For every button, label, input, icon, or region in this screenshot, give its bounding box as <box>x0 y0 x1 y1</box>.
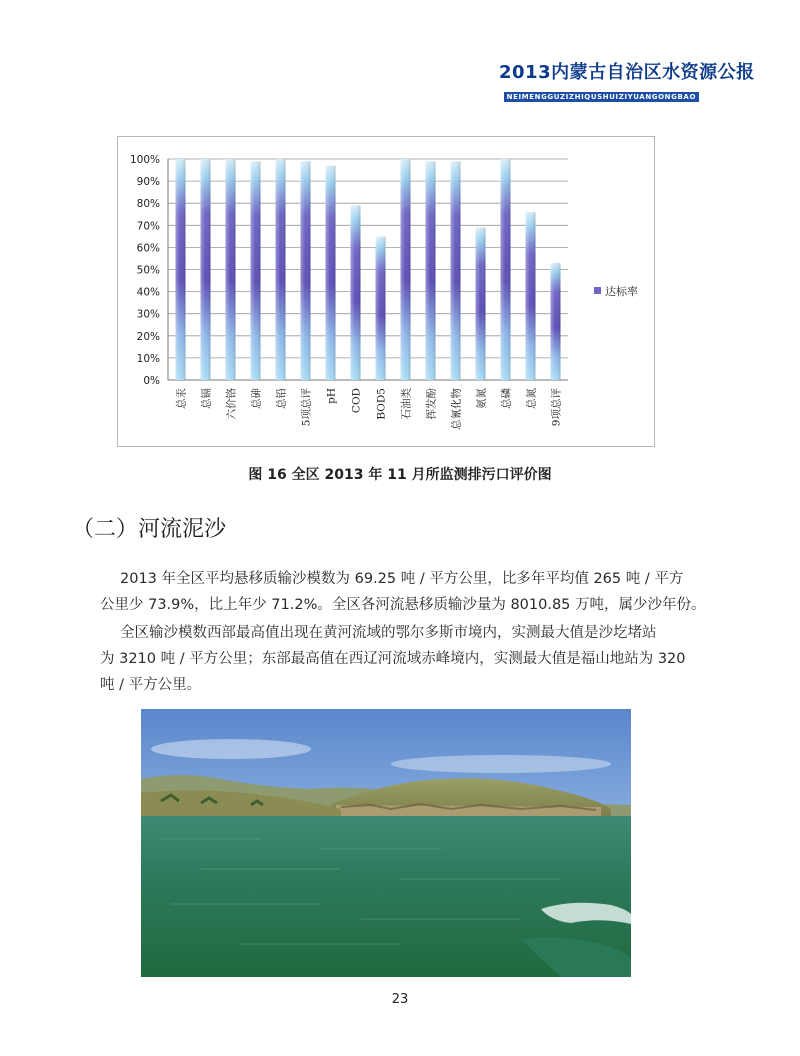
chart-canvas <box>118 137 654 446</box>
bar-shading <box>426 161 436 380</box>
page-number: 23 <box>391 992 409 1007</box>
x-tick-label: COD <box>350 388 363 414</box>
x-tick-label: 六价铬 <box>225 388 238 420</box>
bar-shading <box>326 166 336 380</box>
x-tick-label: 氨氮 <box>475 388 488 409</box>
bar-shading <box>526 212 536 380</box>
paragraph-1-line-1: 2013 年全区平均悬移质输沙模数为 69.25 吨 / 平方公里，比多年平均值 265 吨 / 平方 <box>120 571 684 587</box>
paragraph-1-line-2: 公里少 73.9%，比上年少 71.2%。全区各河流悬移质输沙量为 8010.85 万吨，属少沙年份。 <box>100 597 706 613</box>
report-subtitle: NEIMENGGUZIZHIQUSHUIZIYUANGONGBAO <box>504 92 699 102</box>
y-tick-label: 100% <box>129 154 160 166</box>
report-title: 2013内蒙古自治区水资源公报 <box>499 62 755 83</box>
x-tick-label: BOD5 <box>375 388 388 420</box>
bar-shading <box>176 159 186 380</box>
paragraph-2-line-1: 全区输沙模数西部最高值出现在黄河流域的鄂尔多斯市境内，实测最大值是沙圪堵站 <box>120 625 657 641</box>
bar-shading <box>401 159 411 380</box>
x-tick-label: pH <box>325 388 338 404</box>
bar-shading <box>376 236 386 380</box>
figure-caption: 图 16 全区 2013 年 11 月所监测排污口评价图 <box>248 467 552 483</box>
y-tick-label: 80% <box>136 198 160 211</box>
x-tick-label: 总汞 <box>175 388 188 409</box>
x-tick-label: 挥发酚 <box>425 388 438 420</box>
x-tick-label: 总镉 <box>200 388 213 409</box>
y-tick-label: 50% <box>136 264 160 277</box>
paragraph-2 <box>100 620 700 698</box>
bar-shading <box>301 161 311 380</box>
x-tick-label: 总铅 <box>275 388 288 409</box>
y-tick-label: 0% <box>143 375 160 387</box>
paragraph-1 <box>100 566 706 618</box>
x-tick-label: 总氰化物 <box>450 388 463 430</box>
bar-shading <box>351 205 361 380</box>
legend-swatch <box>594 287 601 294</box>
bar-shading <box>226 159 236 380</box>
paragraph-2-line-2: 为 3210 吨 / 平方公里；东部最高值在西辽河流域赤峰境内，实测最大值是福山地站为 320 <box>100 651 686 667</box>
x-tick-label: 9项总评 <box>550 388 563 427</box>
y-tick-label: 60% <box>136 242 160 255</box>
y-tick-label: 70% <box>136 220 160 233</box>
section-heading: （二）河流泥沙 <box>72 517 227 542</box>
y-tick-label: 10% <box>136 352 160 365</box>
x-tick-label: 总磷 <box>500 388 513 409</box>
bar-shading <box>251 161 261 380</box>
y-tick-label: 40% <box>136 286 160 299</box>
x-tick-label: 总氮 <box>525 388 538 409</box>
bar-shading <box>276 159 286 380</box>
x-tick-label: 总砷 <box>250 388 263 409</box>
y-tick-label: 90% <box>136 176 160 189</box>
x-tick-label: 石油类 <box>400 388 413 420</box>
bar-shading <box>501 159 511 380</box>
y-tick-label: 20% <box>136 330 160 343</box>
bar-shading <box>551 263 561 380</box>
report-header <box>499 58 755 103</box>
bar-shading <box>201 159 211 380</box>
paragraph-2-line-3: 吨 / 平方公里。 <box>100 677 202 693</box>
y-tick-label: 30% <box>136 308 160 321</box>
bar-chart <box>117 136 655 447</box>
reservoir-photo <box>141 709 631 977</box>
x-tick-label: 5项总评 <box>300 388 313 427</box>
legend-label: 达标率 <box>605 285 638 298</box>
bar-shading <box>451 161 461 380</box>
bar-shading <box>476 228 486 380</box>
